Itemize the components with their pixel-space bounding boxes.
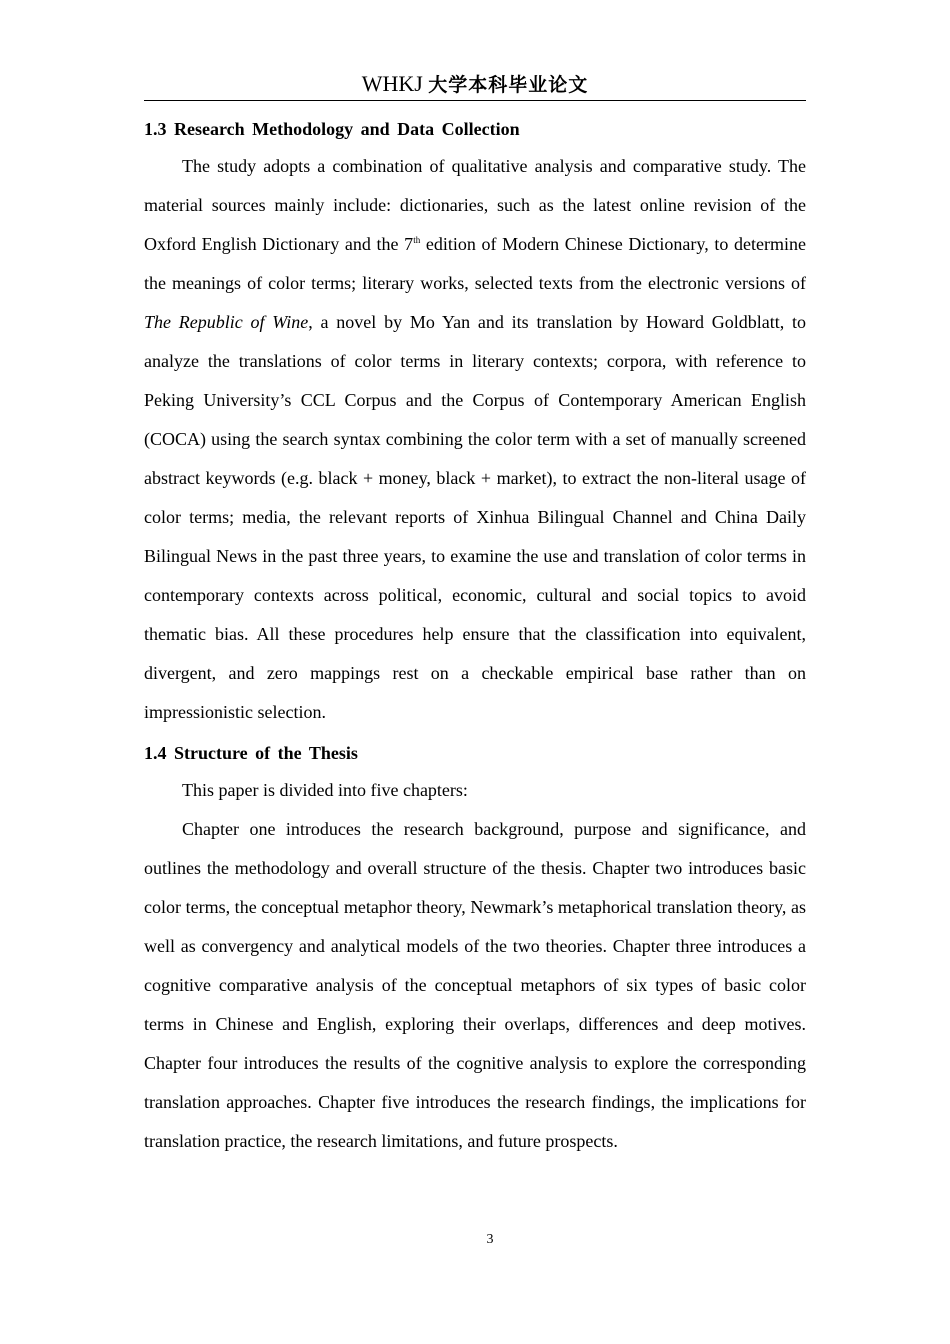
methodology-text-part3: , a novel by Mo Yan and its translation by Howard Goldblatt, to analyze the translations of color terms in literary contexts; corpora, with reference to Peking University’s CCL Corpus and the Corpus of Contemporary American English (COCA) using the search syntax combining the color term with a set of manually screened abstract keywords (e.g. black + money, black + market), to extract the non-literal usage of color terms; media, the relevant reports of Xinhua Bilingual Channel and China Daily Bilingual News in the past three years, to examine the use and translation of color terms in contemporary contexts across political, economic, cultural and social topics to avoid thematic bias. All these procedures help ensure that the classification into equivalent, divergent, and zero mappings rest on a checkable empirical base rather than on impressionistic selection.	[144, 312, 806, 722]
book-title: The Republic of Wine	[144, 312, 309, 332]
header-latin: WHKJ	[361, 71, 423, 96]
header-cjk: 大学本科毕业论文	[428, 74, 589, 96]
ordinal-suffix: th	[413, 235, 421, 245]
page-number: 3	[486, 1232, 494, 1247]
structure-chapters-paragraph: Chapter one introduces the research background, purpose and significance, and outlines the methodology and overall structure of the thesis. Chapter two introduces basic color terms, the conceptual metaphor theory, Newmark’s metaphorical translation theory, as well as convergency and analytical models of the two theories. Chapter three introduces a cognitive comparative analysis of the conceptual metaphors of six types of basic color terms in Chinese and English, exploring their overlaps, differences and deep motives. Chapter four introduces the results of the cognitive analysis to explore the corresponding translation approaches. Chapter five introduces the research findings, the implications for translation practice, the research limitations, and future prospects.	[144, 819, 806, 1151]
methodology-paragraph	[144, 147, 806, 732]
section-heading-1-3: 1.3 Research Methodology and Data Collection	[144, 119, 520, 139]
methodology-text-part2: edition of Modern Chinese Dictionary, to determine the meanings of color terms; literary works, selected texts from the electronic versions of	[144, 234, 806, 293]
page-body	[144, 114, 806, 1161]
running-header	[144, 70, 806, 101]
section-heading-1-4: 1.4 Structure of the Thesis	[144, 743, 358, 763]
structure-intro-paragraph: This paper is divided into five chapters:	[182, 780, 468, 800]
methodology-text-part1: The study adopts a combination of qualitative analysis and comparative study. The material sources mainly include: dictionaries, such as the latest online revision of the Oxford English Dictionary and the 7	[144, 156, 806, 254]
